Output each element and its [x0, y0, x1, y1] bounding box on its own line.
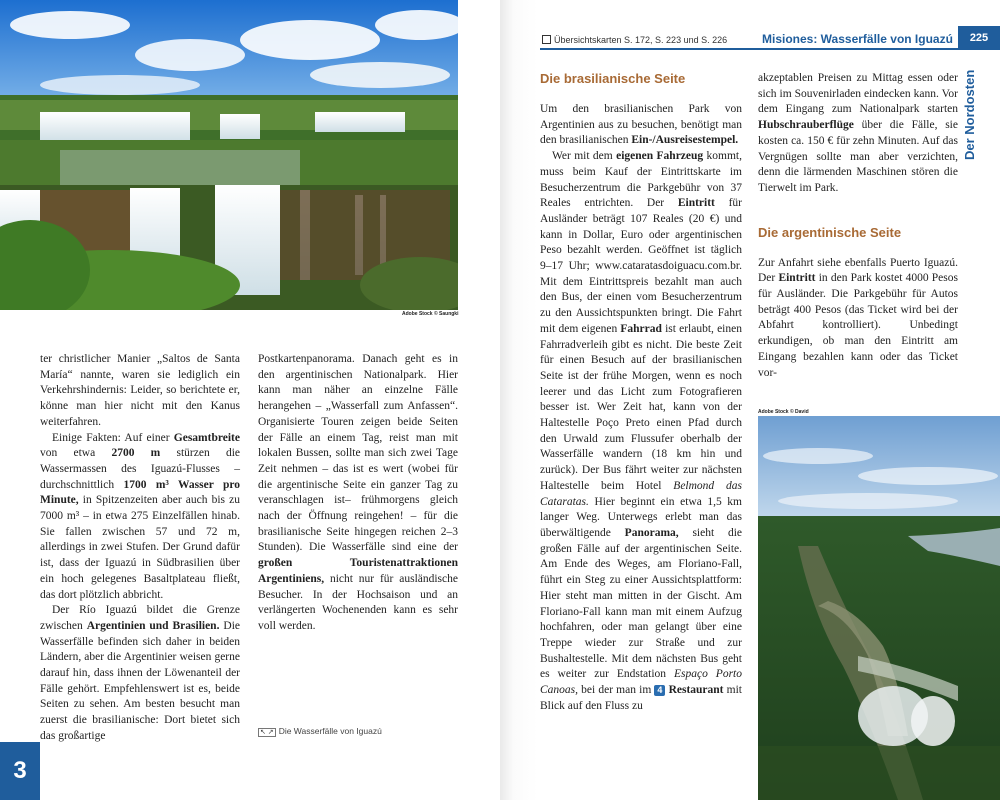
right-column-1	[540, 71, 742, 714]
iguazu-falls-photo	[0, 0, 458, 310]
aerial-illustration	[758, 416, 1000, 800]
header-rule	[540, 48, 958, 50]
paragraph: Postkartenpanorama. Danach geht es in den argentinischen Nationalpark. Hier kann man näher an einzelne Fälle herangehen – „Wasserfall zum Anfassen“. Organisierte Touren zeigen beide Seiten der Fälle an einem Tag, reist man mit lokalen Bussen, sollte man sich zwei Tage Zeit nehmen – das ist es wert (wobei für die argentinische Seite ein ganzer Tag zu veranschlagen ist– frühmorgens gleich nach der Öffnung reingehen! – für die brasilianische Seite hingegen reichen 2–3 Stunden). Die Wasserfälle sind eine der großen Touristenattraktionen Argentiniens, nicht nur für ausländische Besucher. In der Hochsaison und an verlängerten Wochenenden kann es sehr voll werden.	[258, 353, 458, 632]
page-number-text: 225	[969, 32, 989, 44]
left-column-2	[258, 352, 458, 635]
paragraph: Der Río Iguazú bildet die Grenze zwischen Argentinien und Brasilien. Die Wasserfälle befinden sich daher in beiden Ländern, aber die Argentinier weisen gerne darauf hin, dass ihnen der Löwenanteil der Fälle gehört. Empfehlenswert ist es, beide Seiten zu sehen. Am besten besucht man zuerst die brasilianische: Dort bietet sich das großartige	[40, 604, 240, 742]
page-number-text: 3	[13, 757, 27, 784]
chapter-side-tab	[962, 69, 992, 165]
right-photo-credit: Adobe Stock © David	[758, 409, 809, 415]
left-photo-credit: Adobe Stock © Saungki	[402, 311, 459, 317]
right-column-2	[758, 71, 958, 381]
paragraph: Um den brasilianischen Park von Argentinien aus zu besuchen, benötigt man den brasilianischen Ein-/Ausreisestempel.	[540, 103, 742, 147]
paragraph: ter christlicher Manier „Saltos de Santa María“ nannte, waren sie lediglich ein Verkehrshindernis: Leider, so berichtete er, könne man hier nicht mit den Kanus weiterfahren.	[40, 353, 240, 428]
running-header-ref	[542, 35, 727, 45]
header-ref-text: Übersichtskarten S. 172, S. 223 und S. 226	[554, 35, 728, 45]
footer-cross-reference[interactable]	[258, 726, 382, 736]
book-gutter	[500, 0, 538, 800]
waterfall-illustration	[0, 0, 458, 310]
cross-reference-label: Die Wasserfälle von Iguazú	[278, 726, 382, 736]
map-square-icon	[542, 35, 551, 44]
section-heading-argentine: Die argentinische Seite	[758, 224, 902, 240]
paragraph: Zur Anfahrt siehe ebenfalls Puerto Iguazú. Der Eintritt in den Park kostet 4000 Pesos für Ausländer. Die Parkgebühr für Autos beträgt 400 Pesos (das Ticket wird bei der Abfahrt kontrolliert). Unbedingt erkundigen, ob man den Eintritt am Eingang bezahlen kann oder das Ticket vor-	[758, 256, 958, 379]
right-page-number	[958, 26, 1000, 50]
section-heading-brazilian: Die brasilianische Seite	[540, 71, 686, 86]
paragraph: Einige Fakten: Auf einer Gesamtbreite von etwa 2700 m stürzen die Wassermassen des Iguazú-Flusses – durchschnittlich 1700 m³ Wasser pro Minute, in Spitzenzeiten aber auch bis zu 7000 m³ – in etwa 275 Einzelfällen hinab. Sie fallen zwischen 57 und 72 m, allerdings in zwei Stufen. Der Grund dafür ist, dass der Iguazú in Südbrasilien über ein hoch gelegenes Basaltplateau fließt, das dort plötzlich abbricht.	[40, 431, 240, 601]
running-header-title: Misiones: Wasserfälle von Iguazú	[762, 32, 953, 46]
left-page-number	[0, 742, 40, 800]
left-column-1	[40, 352, 240, 745]
chapter-tab-label: Der Nordosten	[962, 69, 977, 160]
cross-reference-icon: ↖ ↗	[260, 729, 274, 736]
paragraph: Wer mit dem eigenen Fahrzeug kommt, muss beim Kauf der Eintrittskarte im Besucherzentrum die Parkgebühr von 37 Reales entrichten. Der Eintritt für Ausländer beträgt 107 Reales (20 €) und kann in Dollar, Euro oder argentinischen Peso bezahlt werden. Geöffnet ist täglich 9–17 Uhr; www.cataratasdoiguacu.com.br. Mit dem Eintrittspreis bezahlt man auch den Bus, der einen vom Besucherzentrum zu den Aussichtspunkten bringt. Die Fahrt mit dem eigenen Fahrrad ist erlaubt, einen Fahrradverleih gibt es nicht. Die beste Zeit für einen Besuch auf der brasilianischen Seite ist der frühe Morgen, wenn es noch leerer und das Licht zum Fotografieren besser ist. Wer Zeit hat, kann von der Haltestelle Poço Preto einen Pfad durch den Urwald zum Flussufer oberhalb der Wasserfälle wandern (18 km hin und zurück). Der Bus fährt weiter zur nächsten Haltestelle beim Hotel Belmond das Cataratas. Hier beginnt ein etwa 1,5 km langer Weg. Unterwegs erlebt man das überwältigende Panorama, sieht die großen Fälle auf der argentinischen Seite. Am Ende des Weges, am Floriano-Fall, führt ein Steg zu einer Aussichtsplattform: Hier steht man mitten in der Gischt. Am Floriano-Fall kann man mit einem Aufzug hochfahren, oder man gelangt über eine Treppe wieder zur Straße und zur Bushaltestelle. Mit dem nächsten Bus geht es weiter zur Endstation Espaço Porto Canoas, bei der man im 4 Restaurant mit Blick auf den Fluss zu	[540, 150, 743, 712]
aerial-falls-photo	[758, 416, 1000, 800]
map-marker-badge[interactable]: 4	[654, 685, 665, 696]
paragraph: akzeptablen Preisen zu Mittag essen oder sich im Souvenirladen eindecken kann. Vor dem Eingang zum Nationalpark starten Hubschrauberflüge über die Fälle, sie kosten ca. 150 € für zehn Minuten. Auf das Vergnügen sollte man aber verzichten, denn die lärmenden Maschinen stören die Tierwelt im Park.	[758, 72, 958, 194]
